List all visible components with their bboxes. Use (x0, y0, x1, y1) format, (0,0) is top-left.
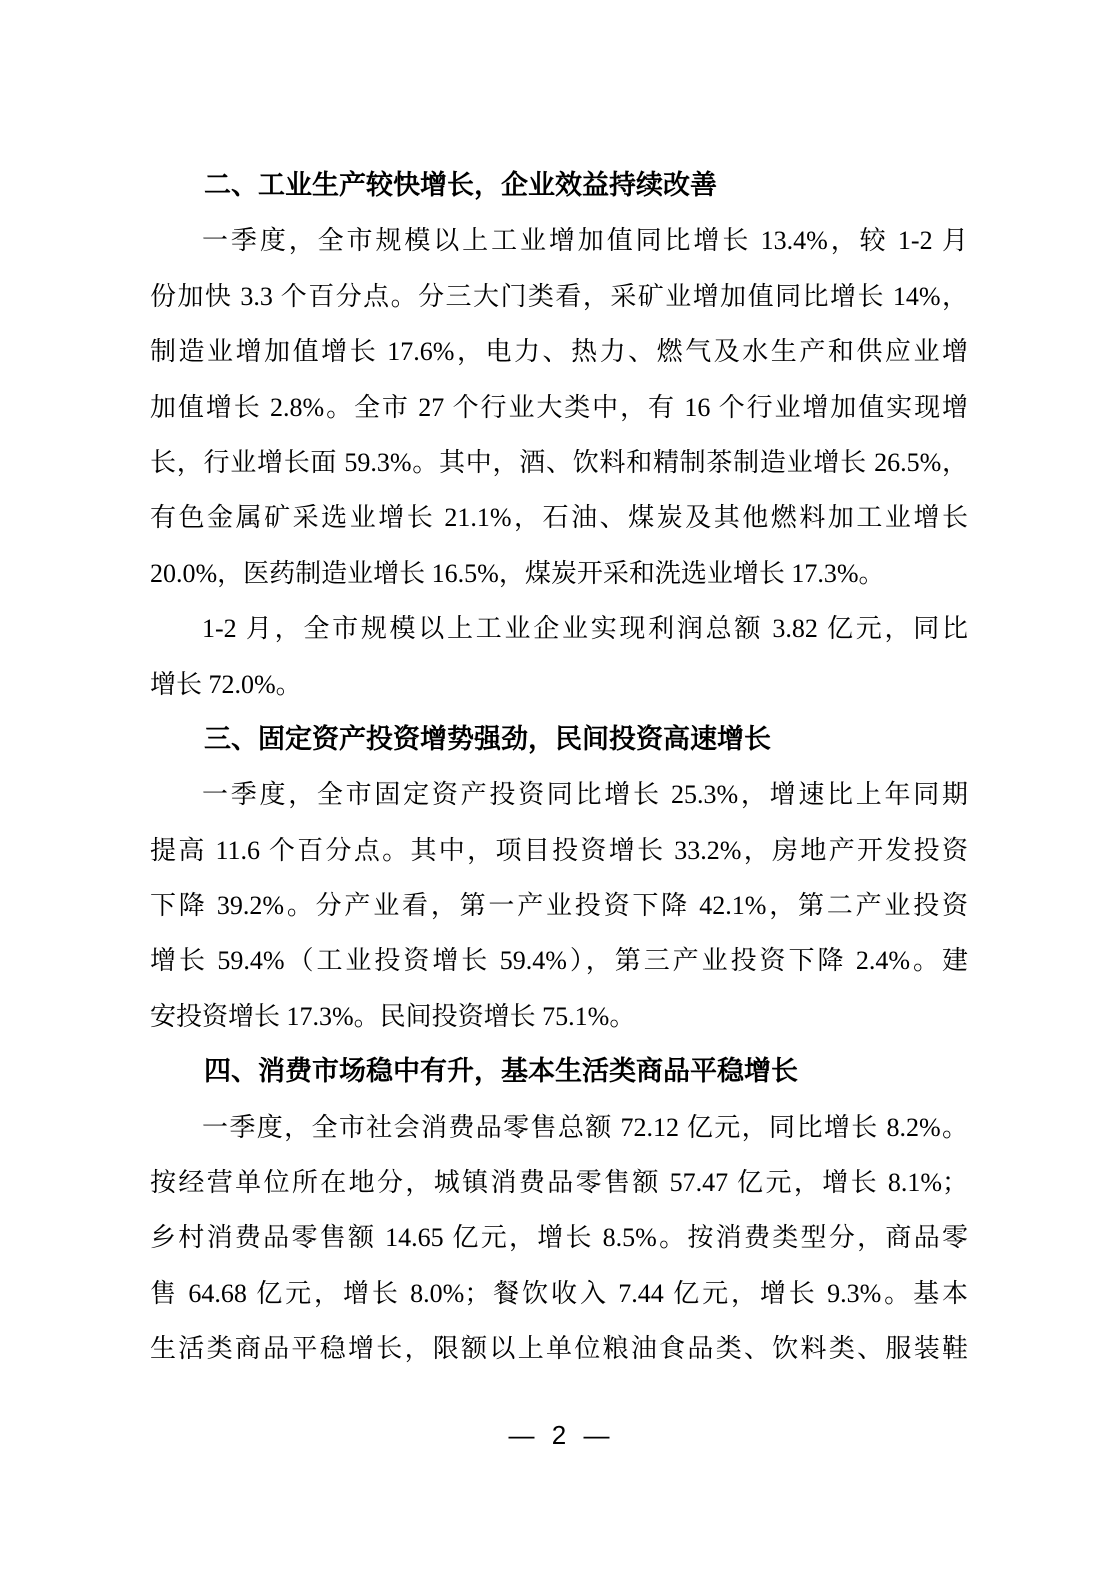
body-text-line: 下降 39.2%。分产业看，第一产业投资下降 42.1%，第二产业投资 (150, 891, 968, 921)
body-text-line: 生活类商品平稳增长，限额以上单位粮油食品类、饮料类、服装鞋 (150, 1334, 968, 1364)
body-text-line: 一季度，全市社会消费品零售总额 72.12 亿元，同比增长 8.2%。 (202, 1112, 968, 1142)
body-text-line: 一季度，全市规模以上工业增加值同比增长 13.4%，较 1-2 月 (202, 226, 968, 256)
body-text-line: 20.0%，医药制造业增长 16.5%，煤炭开采和洗选业增长 17.3%。 (150, 558, 885, 588)
body-text-line: 有色金属矿采选业增长 21.1%，石油、煤炭及其他燃料加工业增长 (150, 503, 968, 533)
body-text-line: 乡村消费品零售额 14.65 亿元，增长 8.5%。按消费类型分，商品零 (150, 1223, 968, 1253)
body-text-line: 增长 72.0%。 (150, 669, 302, 699)
document-content (150, 158, 968, 1377)
page-footer (0, 1408, 1118, 1462)
body-text-line: 一季度，全市固定资产投资同比增长 25.3%，增速比上年同期 (202, 780, 968, 810)
body-text-line: 长，行业增长面 59.3%。其中，酒、饮料和精制茶制造业增长 26.5%， (150, 447, 968, 477)
heading-section-4: 四、消费市场稳中有升，基本生活类商品平稳增长 (204, 1056, 798, 1087)
heading-section-3: 三、固定资产投资增势强劲，民间投资高速增长 (204, 723, 771, 754)
body-text-line: 安投资增长 17.3%。民间投资增长 75.1%。 (150, 1001, 636, 1031)
body-text-line: 加值增长 2.8%。全市 27 个行业大类中，有 16 个行业增加值实现增 (150, 392, 968, 422)
body-text-line: 提高 11.6 个百分点。其中，项目投资增长 33.2%，房地产开发投资 (150, 835, 968, 865)
body-text-line: 增长 59.4%（工业投资增长 59.4%），第三产业投资下降 2.4%。建 (150, 946, 968, 976)
body-text-line: 售 64.68 亿元，增长 8.0%；餐饮收入 7.44 亿元，增长 9.3%。基本 (150, 1278, 968, 1308)
body-text-line: 份加快 3.3 个百分点。分三大门类看，采矿业增加值同比增长 14%， (150, 281, 968, 311)
heading-section-2: 二、工业生产较快增长，企业效益持续改善 (204, 170, 717, 200)
body-text-line: 制造业增加值增长 17.6%，电力、热力、燃气及水生产和供应业增 (150, 337, 968, 367)
body-text-line: 1-2 月，全市规模以上工业企业实现利润总额 3.82 亿元，同比 (202, 614, 968, 644)
body-text-line: 按经营单位所在地分，城镇消费品零售额 57.47 亿元，增长 8.1%； (150, 1168, 968, 1198)
page-number: — 2 — (508, 1420, 610, 1450)
